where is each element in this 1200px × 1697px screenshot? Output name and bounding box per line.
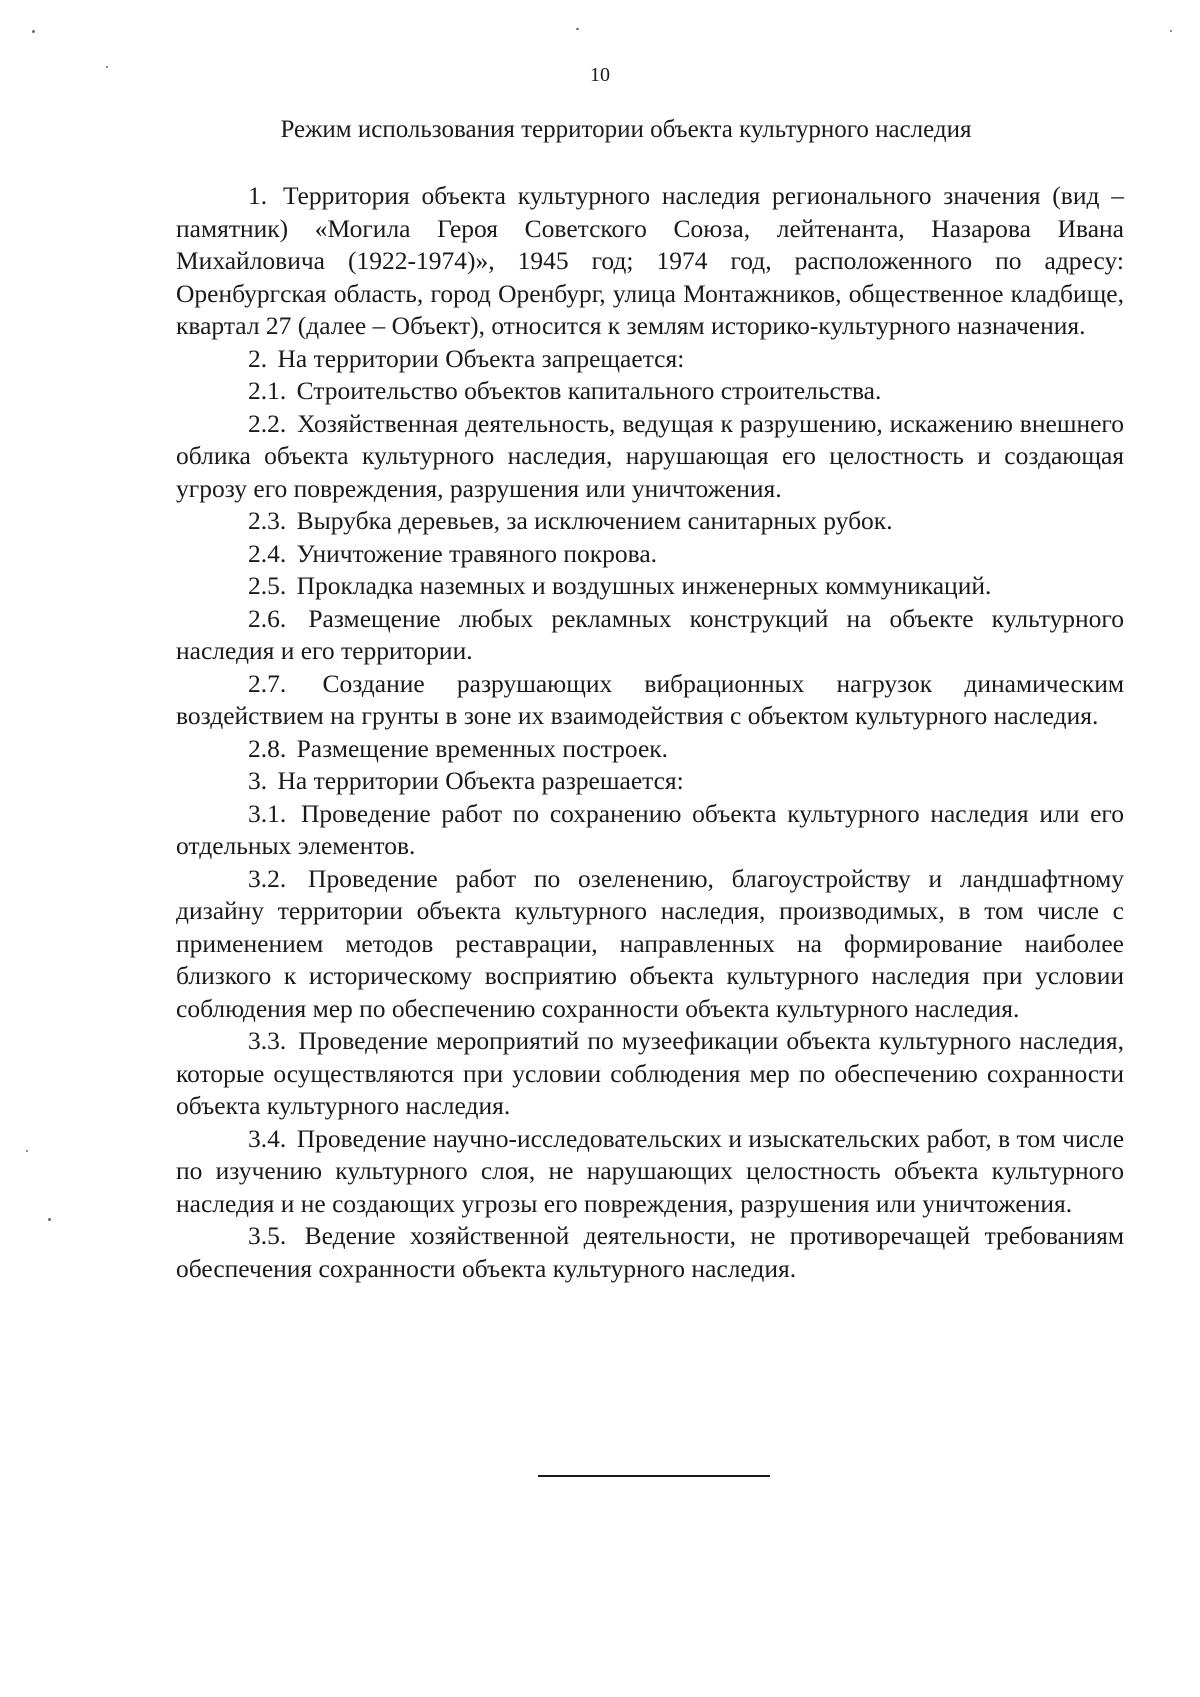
paragraph-2-7	[176, 668, 1124, 733]
paragraph-number: 2.7.	[248, 668, 287, 698]
paragraph-text: На территории Объекта запрещается:	[277, 343, 685, 373]
paragraph-number: 1.	[248, 181, 268, 210]
paragraph-text: Территория объекта культурного наследия регионального значения (вид – памятник) «Могила Героя Советского Союза, лейтенанта, Назарова Ивана Михайловича (1922-1974)», 1945 год; 1974 год, расположенного по адресу: Оренбургская область, город Оренбург, улица Монтажников, общественное кладбище, квартал 27 (далее – Объект), относится к землям историко-культурного назначения.	[176, 181, 1125, 340]
paragraph-2-5	[176, 570, 1124, 603]
paragraph-2-1	[176, 375, 1124, 408]
paragraph-text: Размещение временных построек.	[296, 733, 669, 763]
paragraph-3-1	[176, 798, 1124, 863]
paragraph-1	[176, 180, 1124, 343]
paragraph-number: 3.5.	[248, 1221, 287, 1250]
paragraph-3-5	[176, 1220, 1124, 1285]
scan-speck	[576, 28, 579, 30]
paragraph-number: 3.4.	[248, 1123, 287, 1153]
paragraph-number: 3.1.	[248, 798, 287, 828]
paragraph-number: 2.8.	[248, 733, 287, 763]
paragraph-text: Создание разрушающих вибрационных нагрузок динамическим воздействием на грунты в зоне их взаимодействия с объектом культурного наследия.	[176, 668, 1124, 730]
paragraph-2-3	[176, 505, 1124, 538]
paragraph-text: Вырубка деревьев, за исключением санитарных рубок.	[296, 506, 893, 535]
paragraph-number: 2.	[248, 343, 268, 373]
paragraph-text: Уничтожение травяного покрова.	[296, 538, 658, 568]
paragraph-2	[176, 343, 1124, 376]
page-number: 10	[590, 64, 610, 86]
paragraph-text: Хозяйственная деятельность, ведущая к разрушению, искажению внешнего облика объекта культурного наследия, нарушающая его целостность и создающая угрозу его повреждения, разрушения или уничтожения.	[176, 408, 1124, 503]
paragraph-2-4	[176, 538, 1124, 571]
document-title: Режим использования территории объекта культурного наследия	[280, 116, 972, 143]
paragraph-number: 2.3.	[248, 506, 287, 535]
document-body	[176, 180, 1124, 1285]
paragraph-number: 2.2.	[248, 408, 287, 438]
paragraph-text: Прокладка наземных и воздушных инженерных коммуникаций.	[296, 571, 992, 600]
paragraph-number: 3.2.	[248, 863, 287, 893]
paragraph-text: Ведение хозяйственной деятельности, не противоречащей требованиям обеспечения сохранности объекта культурного наследия.	[176, 1221, 1125, 1283]
paragraph-text: Размещение любых рекламных конструкций на объекте культурного наследия и его территории.	[176, 603, 1125, 665]
paragraph-number: 2.4.	[248, 538, 287, 568]
scan-speck	[48, 1218, 51, 1221]
paragraph-text: Проведение работ по сохранению объекта культурного наследия или его отдельных элементов.	[176, 798, 1125, 860]
paragraph-text: Проведение работ по озеленению, благоустройству и ландшафтному дизайну территории объекта культурного наследия, производимых, в том числе с применением методов реставрации, направленных на формирование наиболее близкого к историческому восприятию объекта культурного наследия при условии соблюдения мер по обеспечению сохранности объекта культурного наследия.	[176, 863, 1124, 1023]
scan-speck	[32, 30, 35, 33]
scan-speck	[106, 66, 108, 68]
scan-speck	[26, 1150, 28, 1152]
paragraph-number: 2.6.	[248, 603, 287, 633]
paragraph-text: Строительство объектов капитального строительства.	[296, 376, 882, 405]
paragraph-text: Проведение научно-исследовательских и изыскательских работ, в том числе по изучению культурного слоя, не нарушающих целостность объекта культурного наследия и не создающих угрозы его повреждения, разрушения или уничтожения.	[176, 1123, 1125, 1218]
paragraph-number: 2.1.	[248, 376, 287, 405]
paragraph-3	[176, 765, 1124, 798]
paragraph-3-4	[176, 1123, 1124, 1221]
paragraph-2-2	[176, 408, 1124, 506]
paragraph-3-3	[176, 1025, 1124, 1123]
paragraph-number: 3.	[248, 766, 268, 795]
end-divider	[538, 1475, 770, 1477]
paragraph-2-8	[176, 733, 1124, 766]
paragraph-number: 3.3.	[248, 1026, 287, 1055]
paragraph-2-6	[176, 603, 1124, 668]
scan-speck	[1170, 30, 1172, 32]
paragraph-text: Проведение мероприятий по музеефикации объекта культурного наследия, которые осуществляются при условии соблюдения мер по обеспечению сохранности объекта культурного наследия.	[176, 1026, 1125, 1120]
paragraph-text: На территории Объекта разрешается:	[277, 766, 684, 795]
paragraph-3-2	[176, 863, 1124, 1026]
paragraph-number: 2.5.	[248, 571, 287, 600]
